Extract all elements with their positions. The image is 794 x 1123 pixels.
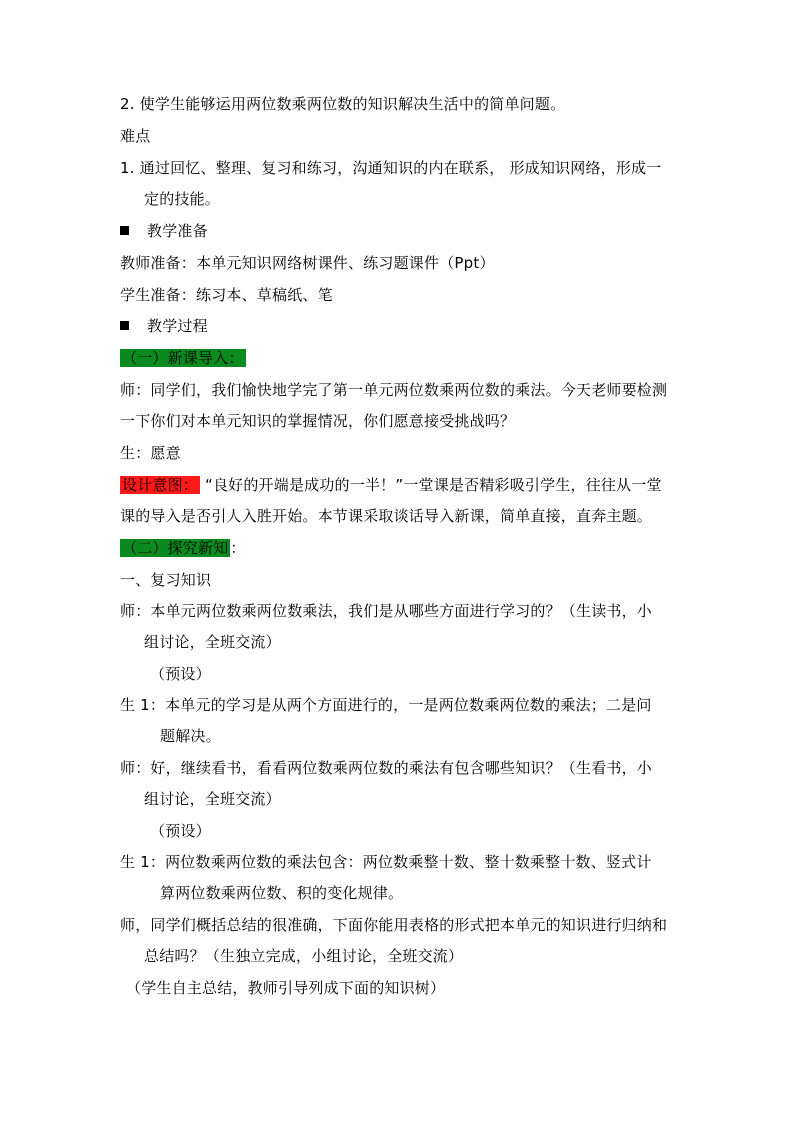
difficulty-heading: 难点 xyxy=(120,127,151,145)
dialog-student-1: 生：愿意 xyxy=(120,444,181,462)
goal-item-2: 2. 使学生能够运用两位数乘两位数的知识解决生活中的简单问题。 xyxy=(120,95,566,113)
design-intent-text: “良好的开端是成功的一半！”一堂课是否精彩吸引学生，往往从一堂 xyxy=(200,476,662,494)
subsection-explore-label: （二）探究新知 xyxy=(122,539,229,557)
dialog-student-3-cont: 算两位数乘两位数、积的变化规律。 xyxy=(160,884,404,902)
square-bullet-icon xyxy=(120,226,129,235)
dialog-student-3: 生 1：两位数乘两位数的乘法包含：两位数乘整十数、整十数乘整十数、竖式计 xyxy=(120,853,652,871)
subsection-intro-label: （一）新课导入： xyxy=(122,349,244,367)
teacher-preparation: 教师准备：本单元知识网络树课件、练习题课件（Ppt） xyxy=(120,254,495,272)
summary-note: （学生自主总结，教师引导列成下面的知识树） xyxy=(126,979,446,997)
difficulty-item-1: 1. 通过回忆、整理、复习和练习，沟通知识的内在联系， 形成知识网络，形成一 xyxy=(120,159,662,177)
section-heading-preparation xyxy=(120,221,208,241)
preset-label-2: （预设） xyxy=(150,822,211,840)
section-heading-process xyxy=(120,316,208,336)
dialog-teacher-1: 师：同学们，我们愉快地学完了第一单元两位数乘两位数的乘法。今天老师要检测 xyxy=(120,381,668,399)
section-heading-preparation-text: 教学准备 xyxy=(147,222,208,240)
preset-label-1: （预设） xyxy=(150,665,211,683)
dialog-teacher-3-cont: 组讨论，全班交流） xyxy=(144,790,281,808)
dialog-teacher-2: 师：本单元两位数乘两位数乘法，我们是从哪些方面进行学习的？（生读书，小 xyxy=(120,602,653,620)
dialog-teacher-4: 师，同学们概括总结的很准确，下面你能用表格的形式把本单元的知识进行归纳和 xyxy=(120,916,668,934)
dialog-teacher-2-cont: 组讨论，全班交流） xyxy=(144,633,281,651)
dialog-student-2-cont: 题解决。 xyxy=(160,727,221,745)
dialog-student-2: 生 1：本单元的学习是从两个方面进行的，一是两位数乘两位数的乘法；二是问 xyxy=(120,696,652,714)
subsection-explore xyxy=(120,538,246,558)
dialog-teacher-4-cont: 总结吗？（生独立完成，小组讨论，全班交流） xyxy=(144,947,464,965)
dialog-teacher-3: 师：好，继续看书，看看两位数乘两位数的乘法有包含哪些知识？（生看书，小 xyxy=(120,759,653,777)
subsection-intro xyxy=(120,348,246,368)
dialog-teacher-1-cont: 一下你们对本单元知识的掌握情况，你们愿意接受挑战吗？ xyxy=(120,412,516,430)
student-preparation: 学生准备：练习本、草稿纸、笔 xyxy=(120,286,333,304)
section-heading-process-text: 教学过程 xyxy=(147,317,208,335)
subsection-explore-colon: ： xyxy=(230,539,246,557)
difficulty-item-1-cont: 定的技能。 xyxy=(144,190,221,208)
square-bullet-icon xyxy=(120,321,129,330)
design-intent-cont: 课的导入是否引人入胜开始。本节课采取谈话导入新课，简单直接，直奔主题。 xyxy=(120,507,653,525)
design-intent xyxy=(120,475,662,495)
design-intent-label: 设计意图： xyxy=(122,476,199,494)
part-heading-review: 一、复习知识 xyxy=(120,571,212,589)
